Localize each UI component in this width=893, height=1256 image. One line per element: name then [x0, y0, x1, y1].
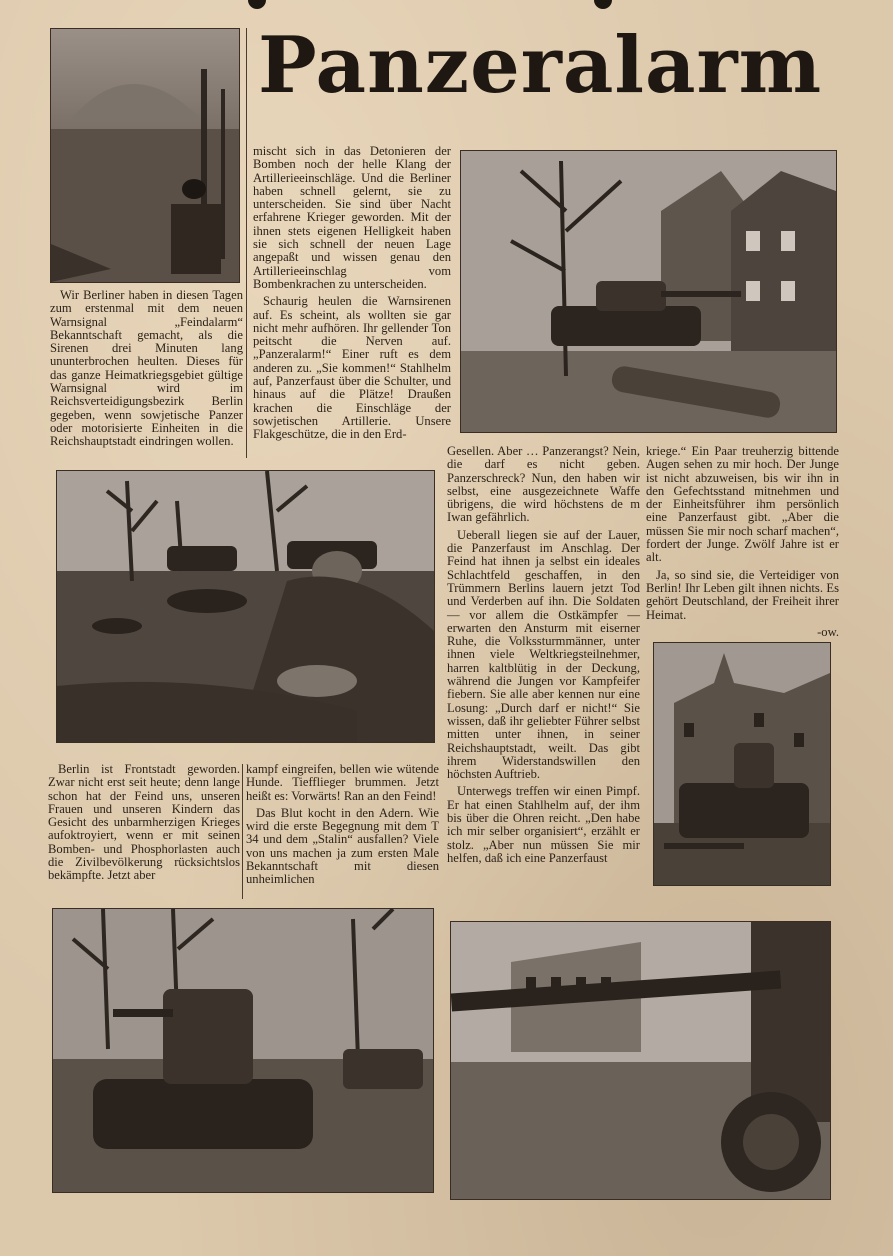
column-3-signature: -ow.	[817, 624, 839, 639]
photo-soldier-fence	[50, 28, 240, 283]
photo-tank-street	[460, 150, 837, 433]
column-3	[646, 445, 839, 639]
photo-tank-road	[52, 908, 434, 1193]
binder-hole-right	[594, 0, 612, 9]
photo-tank-square	[450, 921, 831, 1200]
column-2	[447, 445, 640, 865]
column-5-paragraph-2: Das Blut kocht in den Adern. Wie wird die erste Begegnung mit dem T 34 und dem „Stalin“ ausfallen? Viele von uns machen ja zum ersten Male Bekanntschaft mit diesen unheimlichen	[246, 805, 439, 887]
tank-street-picture	[461, 151, 836, 432]
soldier-fence-picture	[51, 29, 239, 282]
column-1-paragraph-1: mischt sich in das Detonieren der Bomben noch der helle Klang der Artillerieeinschläge. Und die Berliner haben schnell gelernt, sie zu unterscheiden. Sie sind über Nacht erfahrene Krieger geworden. Mit der ihnen stets eigenen Helligkeit haben sie sich schnell der neuen Lage angepaßt und wissen genau den Artillerieeinschlag vom Bombenkrachen zu unterscheiden.	[253, 144, 451, 291]
tank-road-picture	[53, 909, 433, 1192]
ruins-tank-picture	[654, 643, 830, 885]
headline: Panzeralarm	[258, 20, 823, 111]
intro-caption-text: Wir Berliner haben in diesen Tagen zum erstenmal mit dem neuen Warnsignal „Feindalarm“ Bekanntschaft gemacht, als die Sirenen drei Minuten lang ununterbrochen heulten. Dieses für das ganze Heimatkriegsgebiet gültige Warnsignal wird im Reichsverteidigungsbezirk Berlin gegeben, wenn sowjetische Panzer oder motorisierte Einheiten in die Reichshauptstadt eindringen wollen.	[50, 288, 243, 449]
column-rule-2	[242, 764, 243, 899]
binder-hole-left	[248, 0, 266, 9]
column-3-paragraph-2: Ja, so sind sie, die Verteidiger von Berlin! Ihr Leben gilt ihnen nichts. Es gehört Deutschland, der Freiheit ihrer Heimat.	[646, 567, 839, 622]
intro-caption	[50, 289, 243, 449]
column-2-paragraph-2: Ueberall liegen sie auf der Lauer, die Panzerfaust im Anschlag. Der Feind hat ihnen ja selbst ein ideales Schlachtfeld geschaffen, in den Trümmern Berlins lauern jetzt Tod und Verderben auf ihn. Die Soldaten — vor allem die Ostkämpfer — erwarten den Ansturm mit eiserner Ruhe, die Volkssturmmänner, unter ihnen viele Weltkriegsteilnehmer, harren kaltblütig in der Deckung, während die Jungen vor Kampfeifer fiebern. Sie alle aber kennen nur eine Losung: „Durch darf er nicht!“ Sie wissen, daß ihr geliebter Führer selbst mitten unter ihnen, in seiner Reichshauptstadt, weilt. Das gibt ihrem Widerstandswillen den höchsten Auftrieb.	[447, 527, 640, 782]
photo-soldiers-field	[56, 470, 435, 743]
column-5	[246, 763, 439, 887]
column-1-paragraph-2: Schaurig heulen die Warnsirenen auf. Es scheint, als wollten sie gar nicht mehr aufhören. Ihr gellender Ton peitscht die Nerven auf. „Panzeralarm!“ Einer ruft es dem anderen zu. „Sie kommen!“ Stahlhelm auf, Panzerfaust über die Schulter, und hinaus auf die Plätze! Draußen krachen die Einschläge der sowjetischen Artillerie. Unsere Flakgeschütze, die in den Erd-	[253, 294, 451, 442]
photo-ruins-tank	[653, 642, 831, 886]
column-2-paragraph-1: Gesellen. Aber … Panzerangst? Nein, die darf es nicht geben. Panzerschreck? Nun, den haben wir selbst, eine ausgezeichnete Waffe übrigens, die wird höchstens de m Iwan gefährlich.	[447, 444, 640, 525]
column-1	[253, 145, 451, 442]
column-rule	[246, 28, 247, 458]
soldiers-field-picture	[57, 471, 434, 742]
column-3-paragraph-1: kriege.“ Ein Paar treuherzig bittende Augen sehen zu mir hoch. Der Junge ist nicht abzuweisen, bis wir ihn in den Gefechtsstand mitnehmen und der Einheitsführer ihm persönlich eine Panzerfaust gibt. „Aber die müssen Sie mir noch scharf machen“, fordert der Junge. Zwölf Jahre ist er alt.	[646, 444, 839, 565]
column-4-paragraph-1: Berlin ist Frontstadt geworden. Zwar nicht erst seit heute; denn lange schon hat der Feind uns, unseren Frauen und unseren Kindern das Gesicht des unbarmherzigen Krieges aufoktroyiert, wenn er mit seinen Bomben- und Phosphorlasten auch die Zivilbevölkerung rücksichtslos bekämpfte. Jetzt aber	[48, 762, 240, 883]
column-2-paragraph-3: Unterwegs treffen wir einen Pimpf. Er hat einen Stahlhelm auf, der ihm bis über die Ohren reicht. „Den habe ich mir selber organisiert“, erzählt er stolz. „Aber nun müssen Sie mir helfen, daß ich eine Panzerfaust	[447, 784, 640, 865]
column-4	[48, 763, 240, 883]
tank-square-picture	[451, 922, 830, 1199]
column-5-paragraph-1: kampf eingreifen, bellen wie wütende Hunde. Tiefflieger brummen. Jetzt heißt es: Vorwärts! Ran an den Feind!	[246, 762, 439, 803]
